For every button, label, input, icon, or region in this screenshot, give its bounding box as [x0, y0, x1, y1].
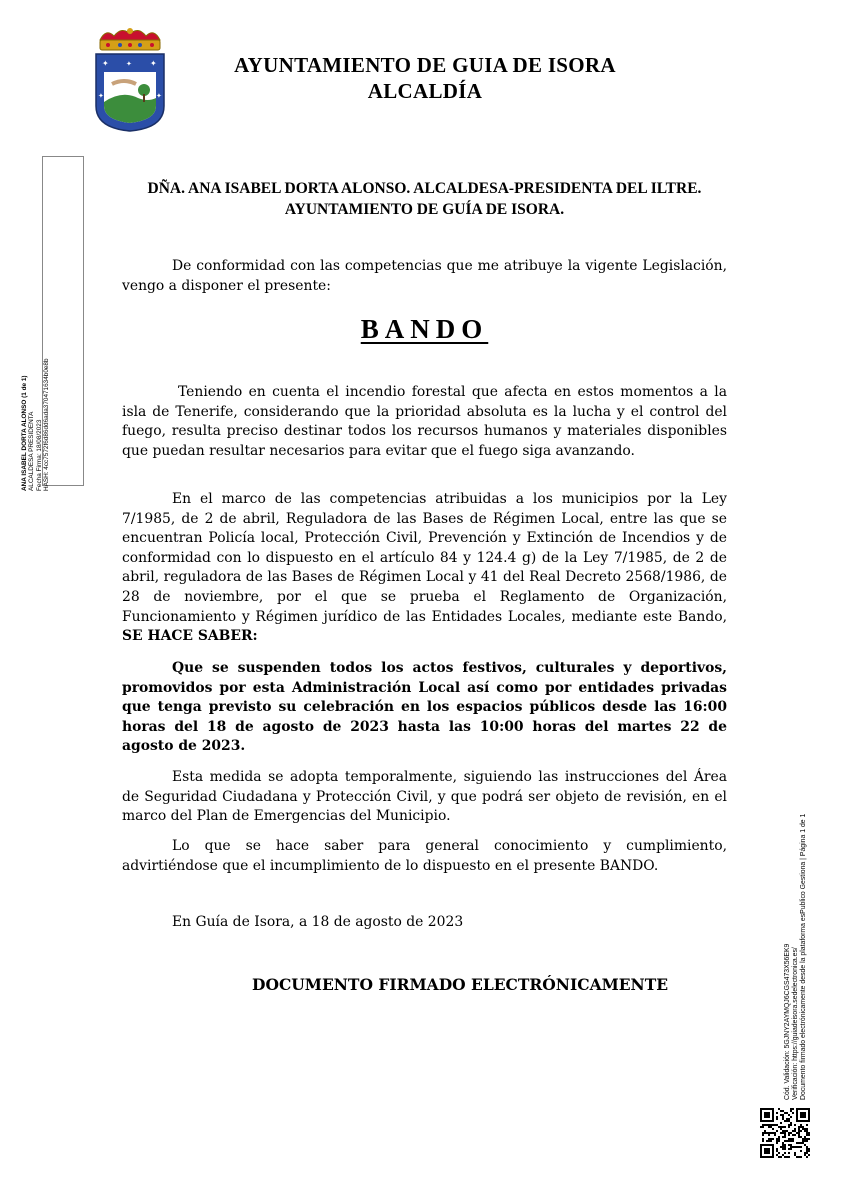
addressee-line-1: DÑA. ANA ISABEL DORTA ALONSO. ALCALDESA-PRESIDENTA DEL ILTRE. — [147, 180, 702, 197]
signature-stamp — [21, 165, 51, 495]
addressee — [122, 178, 727, 220]
verification-platform: Documento firmado electrónicamente desde la plataforma esPublico Gestiona | Página 1 de 1 — [800, 813, 807, 1100]
signature-role: ALCALDESA PRESIDENTA — [28, 411, 36, 491]
paragraph-3: Que se suspenden todos los actos festivos, culturales y deportivos, promovidos por esta Administración Local así como por entidades privadas que tenga previsto su celebración en los espacios públicos desde las 16:00 horas del 18 de agosto de 2023 hasta las 10:00 horas del martes 22 de agosto de 2023. — [122, 660, 727, 755]
paragraph-2 — [122, 490, 727, 647]
signature-hash: HASH: 4cc7572f6d86dd6ada370471634b0e8b — [43, 358, 51, 491]
svg-text:✦: ✦ — [126, 60, 132, 68]
municipal-crest-icon — [92, 28, 168, 132]
document-title-text: BANDO — [360, 314, 489, 344]
paragraph-2-text: En el marco de las competencias atribuidas a los municipios por la Ley 7/1985, de 2 de abril, Reguladora de las Bases de Régimen Local, entre las que se encuentran Policía local, Protección Civil, Prevención y Extinción de Incendios y de conformidad con lo dispuesto en el artículo 84 y 124.4 g) de la Ley 7/1985, de 2 de abril, reguladora de las Bases de Régimen Local y 41 del Real Decreto 2568/1986, de 28 de noviembre, por el que se prueba el Reglamento de Organización, Funcionamiento y Régimen jurídico de las Entidades Locales, mediante este Bando, — [122, 491, 727, 625]
place-date: En Guía de Isora, a 18 de agosto de 2023 — [172, 914, 464, 930]
paragraph-5: Lo que se hace saber para general conocimiento y cumplimiento, advirtiéndose que el incumplimiento de lo dispuesto en el presente BANDO. — [122, 838, 727, 874]
signature-date: Fecha Firma: 18/08/2023 — [35, 419, 43, 491]
svg-text:✦: ✦ — [102, 59, 109, 68]
signature-name: ANA ISABEL DORTA ALONSO (1 de 1) — [21, 375, 28, 491]
document-title — [122, 314, 727, 345]
qr-code-icon — [760, 1108, 810, 1158]
paragraph-4: Esta medida se adopta temporalmente, siguiendo las instrucciones del Área de Seguridad Ciudadana y Protección Civil, y que podrá ser objeto de revisión, en el marco del Plan de Emergencias del Municipio. — [122, 769, 727, 825]
svg-text:✦: ✦ — [98, 92, 104, 100]
verification-block — [784, 740, 808, 1100]
svg-text:✦: ✦ — [156, 92, 162, 100]
verification-url: Verificación: https://guiadeisora.sedelectronica.es/ — [792, 947, 799, 1100]
header-line-2: ALCALDÍA — [367, 79, 483, 103]
addressee-line-2: AYUNTAMIENTO DE GUÍA DE ISORA. — [284, 201, 565, 218]
verification-code: Cód. Validación: 5GJNY2AYMQJ6CGS473X56EK9 — [784, 943, 791, 1100]
signed-note: DOCUMENTO FIRMADO ELECTRÓNICAMENTE — [252, 975, 669, 994]
paragraph-2-bold: SE HACE SABER: — [122, 628, 258, 645]
intro-paragraph: De conformidad con las competencias que me atribuye la vigente Legislación, vengo a disponer el presente: — [122, 258, 727, 294]
paragraph-1: Teniendo en cuenta el incendio forestal que afecta en estos momentos a la isla de Tenerife, considerando que la prioridad absoluta es la lucha y el control del fuego, resulta preciso destinar todos los recursos humanos y materiales disponibles que puedan resultar necesarios para evitar que el fuego siga avanzando. — [122, 384, 727, 459]
header-title — [200, 52, 650, 104]
header-line-1: AYUNTAMIENTO DE GUIA DE ISORA — [234, 53, 616, 77]
svg-text:✦: ✦ — [150, 59, 157, 68]
